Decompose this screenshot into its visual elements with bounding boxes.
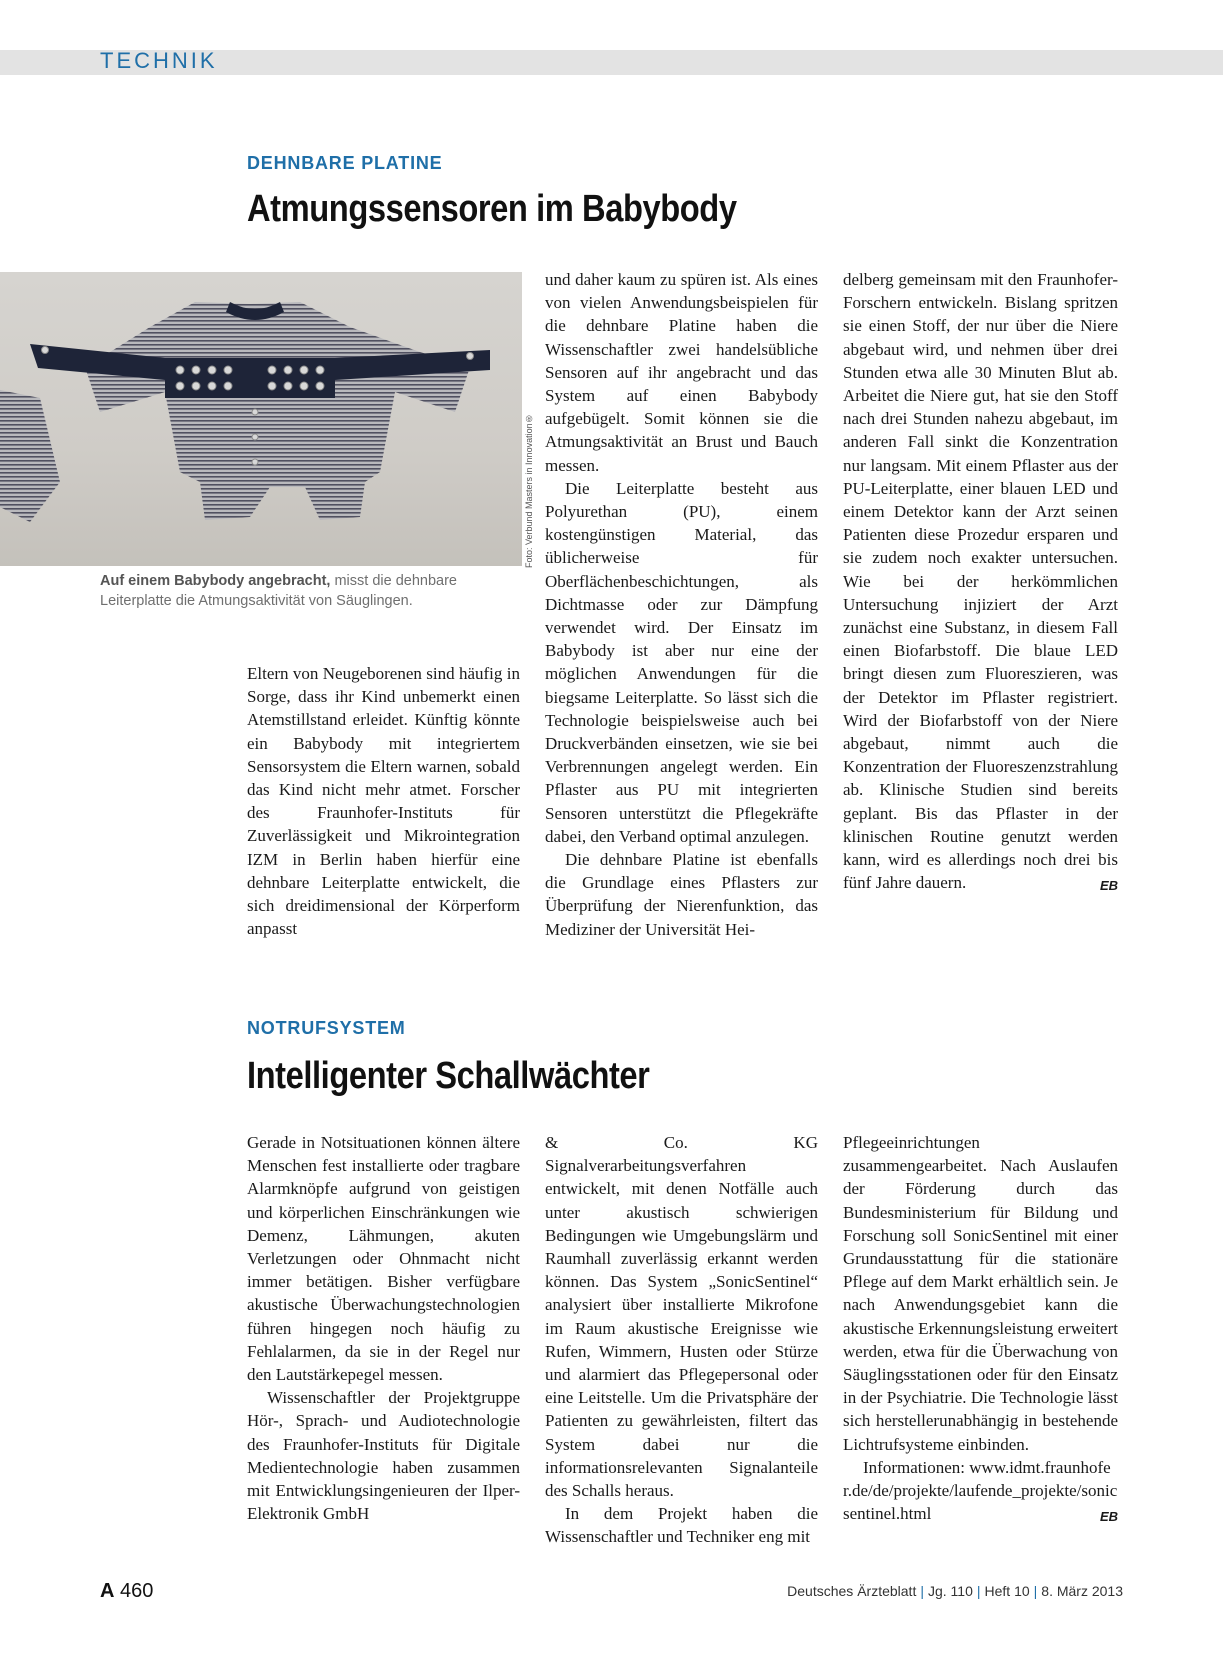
caption-lead: Auf einem Babybody angebracht,	[100, 573, 331, 589]
article2-col1-p2: Wissenschaftler der Projektgruppe Hör-, Sprach- und Audiotechnologie des Fraunhofer-Instituts für Digitale Medientechnologie haben zusammen mit Entwicklungsingenieuren der Ilper-Elektronik GmbH	[247, 1388, 520, 1524]
article1-col2-p1: und daher kaum zu spüren ist. Als eines von vielen Anwendungsbeispielen für die dehnbare Platine haben die Wissenschaftler zwei handelsübliche Sensoren auf ihr angebracht und das System auf einen Babybody aufgebügelt. Somit können sie die Atmungsaktivität an Brust und Bauch messen.	[545, 270, 818, 475]
journal-name: Deutsches Ärzteblatt	[787, 1583, 917, 1599]
page-number-value: 460	[120, 1580, 154, 1602]
footer-separator: |	[1033, 1583, 1038, 1599]
article1-col2-p2: Die Leiterplatte besteht aus Polyurethan (PU), einem kostengünstigen Material, das üblicherweise für Oberflächenbeschichtungen, als Dichtmasse oder zur Dämpfung verwendet wird. Der Einsatz im Babybody ist aber nur eine der möglichen Anwendungen für die biegsame Leiterplatte. So lässt sich die Technologie beispielsweise auch bei Druckverbänden einsetzen, wie sie bei Verbrennungen angelegt werden. Ein Pflaster aus PU mit integrierten Sensoren unterstützt die Pflegekräfte dabei, den Verband optimal anzulegen.	[545, 478, 818, 846]
article1-column-3	[843, 268, 1118, 897]
article1-col2-p3: Die dehnbare Platine ist ebenfalls die Grundlage eines Pflasters zur Überprüfung der Nierenfunktion, das Mediziner der Universität Hei-	[545, 850, 818, 939]
article2-column-2	[545, 1131, 818, 1549]
article2-col3-p1: Pflegeeinrichtungen zusammengearbeitet. Nach Auslaufen der Förderung durch das Bundesministerium für Bildung und Forschung soll SonicSentinel mit einer Grundausstattung für die stationäre Pflege auf dem Markt erhältlich sein. Je nach Anwendungsgebiet kann die akustische Erkennungsleistung erweitert werden, etwa für die Überwachung von Säuglingsstationen oder für den Einsatz in der Psychiatrie. Die Technologie lässt sich herstellerunabhängig in bestehende Lichtrufsysteme einbinden.	[843, 1133, 1118, 1454]
photo-credit: Foto: Verbund Masters in Innovation®	[524, 413, 534, 568]
article1-col1-text: Eltern von Neugeborenen sind häufig in Sorge, dass ihr Kind unbemerkt einen Atemstillstand erleidet. Künftig könnte ein Babybody mit integriertem Sensorsystem die Eltern warnen, sobald das Kind nicht mehr atmet. Forscher des Fraunhofer-Instituts für Zuverlässigkeit und Mikrointegration IZM in Berlin haben hierfür eine dehnbare Leiterplatte entwickelt, die sich dreidimensional der Körperform anpasst	[247, 664, 520, 939]
article1-signature: EB	[1099, 878, 1118, 894]
babybody-photo	[0, 272, 522, 566]
article1-column-1	[247, 662, 520, 940]
caption-text: misst die dehnbare Leiterplatte die Atmungsaktivität von Säuglingen.	[100, 573, 457, 609]
page-prefix: A	[100, 1580, 115, 1602]
article2-headline: Intelligenter Schallwächter	[247, 1055, 650, 1097]
journal-footer	[600, 1583, 1123, 1599]
page-number	[100, 1580, 153, 1603]
article2-column-3	[843, 1131, 1118, 1528]
footer-separator: |	[920, 1583, 924, 1599]
section-label: TECHNIK	[100, 48, 218, 73]
photo-caption	[100, 571, 525, 611]
journal-date: 8. März 2013	[1041, 1583, 1123, 1599]
article2-col2-p1: & Co. KG Signalverarbeitungsverfahren entwickelt, mit denen Notfälle auch unter akustisch schwierigen Bedingungen wie Umgebungslärm und Raumhall zuverlässig erkannt werden können. Das System „SonicSentinel“ analysiert über installierte Mikrofone im Raum akustische Ereignisse wie Rufen, Wimmern, Husten oder Stürze und alarmiert das Pflegepersonal oder eine Leitstelle. Um die Privatsphäre der Patienten zu gewährleisten, filtert das System dabei nur die informationsrelevanten Signalanteile des Schalls heraus.	[545, 1133, 818, 1501]
article2-column-1	[247, 1131, 520, 1525]
article1-headline: Atmungssensoren im Babybody	[247, 188, 737, 230]
article1-kicker: DEHNBARE PLATINE	[247, 153, 443, 173]
article2-col3-info: Informationen: www.idmt.fraunhofer.de/de/projekte/laufende_projekte/sonicsentinel.html	[843, 1457, 1118, 1524]
article2-signature: EB	[1099, 1509, 1118, 1525]
footer-separator: |	[976, 1583, 981, 1599]
article2-col2-p2: In dem Projekt haben die Wissenschaftler und Techniker eng mit	[545, 1504, 818, 1547]
article2-col1-p1: Gerade in Notsituationen können ältere Menschen fest installierte oder tragbare Alarmknöpfe aufgrund von geistigen und körperlichen Einschränkungen wie Demenz, Lähmungen, akuten Verletzungen oder Ohnmacht nicht immer betätigen. Bisher verfügbare akustische Überwachungstechnologien führen hingegen noch häufig zu Fehlalarmen, da sie in der Regel nur den Lautstärkepegel messen.	[247, 1133, 520, 1385]
article1-column-2	[545, 268, 818, 941]
article1-col3-text: delberg gemeinsam mit den Fraunhofer-Forschern entwickeln. Bislang spritzen sie einen Stoff, der nur über die Niere abgebaut wird, und nehmen über drei Stunden etwa alle 30 Minuten Blut ab. Arbeitet die Niere gut, hat sie den Stoff nach drei Stunden nahezu abgebaut, im anderen Fall sinkt die Konzentration nur langsam. Mit einem Pflaster aus der PU-Leiterplatte, einer blauen LED und einem Detektor kann der Arzt seinen Patienten diese Prozedur ersparen und sie zudem noch exakter untersuchen. Wie bei der herkömmlichen Untersuchung injiziert der Arzt zunächst eine Substanz, in diesem Fall einen Biofarbstoff. Die blaue LED bringt diesen zum Fluoreszieren, was der Detektor im Pflaster registriert. Wird der Biofarbstoff von der Niere abgebaut, nimmt auch die Konzentration der Fluoreszenzstrahlung ab. Klinische Studien sind bereits geplant. Bis das Pflaster in der klinischen Routine genutzt werden kann, wird es allerdings noch drei bis fünf Jahre dauern.	[843, 270, 1118, 893]
article2-kicker: NOTRUFSYSTEM	[247, 1018, 406, 1038]
journal-volume: Jg. 110	[927, 1583, 973, 1599]
journal-issue: Heft 10	[984, 1583, 1030, 1599]
